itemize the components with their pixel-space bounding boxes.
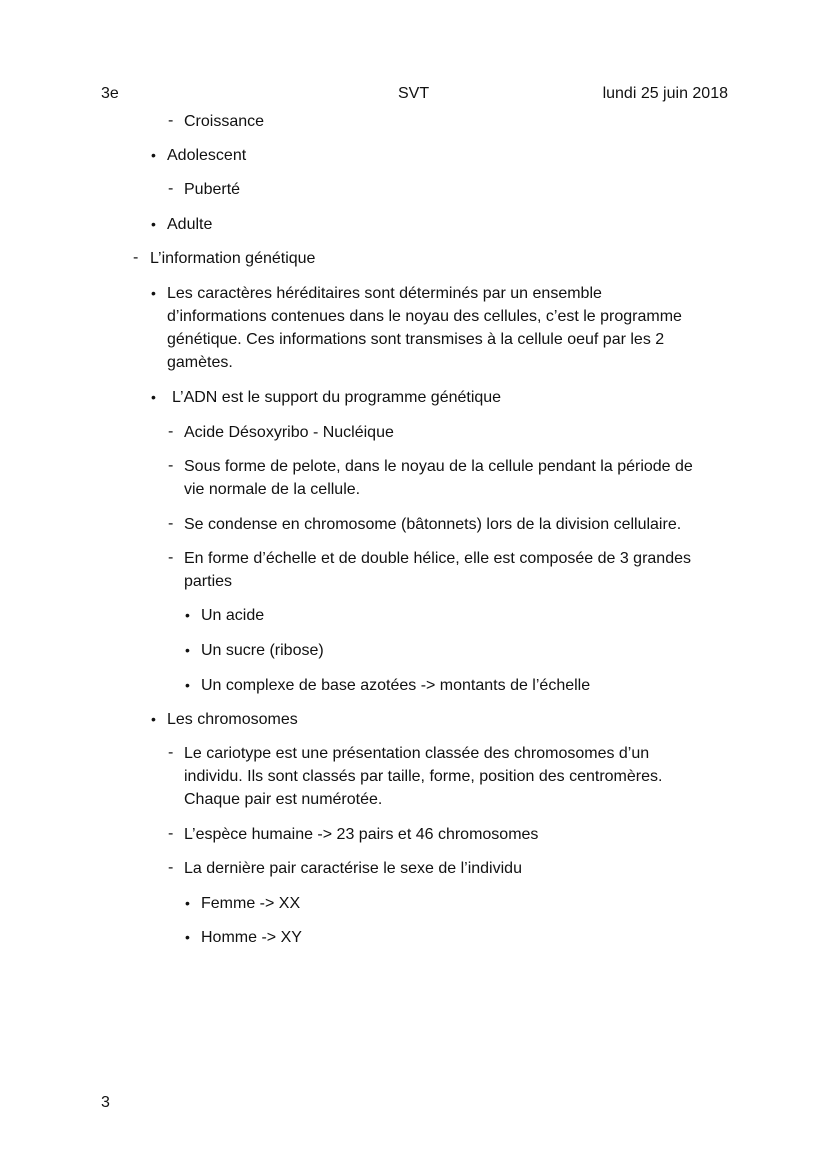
list-item-femme: Femme -> XX (201, 895, 301, 912)
header-date: lundi 25 juin 2018 (602, 85, 728, 102)
dash-marker: - (168, 423, 174, 440)
page-number: 3 (101, 1094, 110, 1111)
paragraph-line: Sous forme de pelote, dans le noyau de la cellule pendant la période de (184, 458, 693, 475)
paragraph-line: d’informations contenues dans le noyau des cellules, c’est le programme (167, 308, 682, 325)
dash-marker: - (133, 249, 139, 266)
list-item-adn-support: L’ADN est le support du programme génétique (172, 389, 502, 406)
bullet-marker: • (151, 711, 156, 727)
paragraph-line: Les caractères héréditaires sont déterminés par un ensemble (167, 285, 602, 302)
list-item-espece: L’espèce humaine -> 23 pairs et 46 chromosomes (184, 826, 539, 843)
list-item-derniere-pair: La dernière pair caractérise le sexe de l’individu (184, 860, 522, 877)
bullet-marker: • (185, 895, 190, 911)
list-item-homme: Homme -> XY (201, 929, 302, 946)
dash-marker: - (168, 549, 174, 566)
list-item-complexe: Un complexe de base azotées -> montants de l’échelle (201, 677, 591, 694)
list-item-condense: Se condense en chromosome (bâtonnets) lors de la division cellulaire. (184, 516, 682, 533)
dash-marker: - (168, 515, 174, 532)
paragraph-line: individu. Ils sont classés par taille, forme, position des centromères. (184, 768, 663, 785)
dash-marker: - (168, 859, 174, 876)
paragraph-line: vie normale de la cellule. (184, 481, 361, 498)
list-item-adulte: Adulte (167, 216, 213, 233)
header-class-label: 3e (101, 85, 119, 102)
bullet-marker: • (151, 147, 156, 163)
dash-marker: - (168, 180, 174, 197)
dash-marker: - (168, 744, 174, 761)
list-item-acide-desoxyribo: Acide Désoxyribo - Nucléique (184, 424, 394, 441)
header-subject: SVT (398, 85, 430, 102)
list-item-adolescent: Adolescent (167, 147, 247, 164)
paragraph-line: En forme d’échelle et de double hélice, elle est composée de 3 grandes (184, 550, 691, 567)
list-item-chromosomes: Les chromosomes (167, 711, 298, 728)
bullet-marker: • (185, 677, 190, 693)
dash-marker: - (168, 112, 174, 129)
list-item-un-sucre: Un sucre (ribose) (201, 642, 324, 659)
bullet-marker: • (185, 607, 190, 623)
paragraph-line: Chaque pair est numérotée. (184, 791, 383, 808)
bullet-marker: • (151, 389, 156, 405)
bullet-marker: • (185, 929, 190, 945)
list-item-croissance: Croissance (184, 113, 265, 130)
bullet-marker: • (185, 642, 190, 658)
bullet-marker: • (151, 216, 156, 232)
paragraph-line: Le cariotype est une présentation classée des chromosomes d’un (184, 745, 650, 762)
paragraph-line: génétique. Ces informations sont transmises à la cellule oeuf par les 2 (167, 331, 665, 348)
bullet-marker: • (151, 285, 156, 301)
section-heading-info-genetique: L’information génétique (150, 250, 316, 267)
paragraph-line: gamètes. (167, 354, 233, 371)
dash-marker: - (168, 825, 174, 842)
list-item-un-acide: Un acide (201, 607, 265, 624)
list-item-puberte: Puberté (184, 181, 241, 198)
dash-marker: - (168, 457, 174, 474)
paragraph-line: parties (184, 573, 233, 590)
